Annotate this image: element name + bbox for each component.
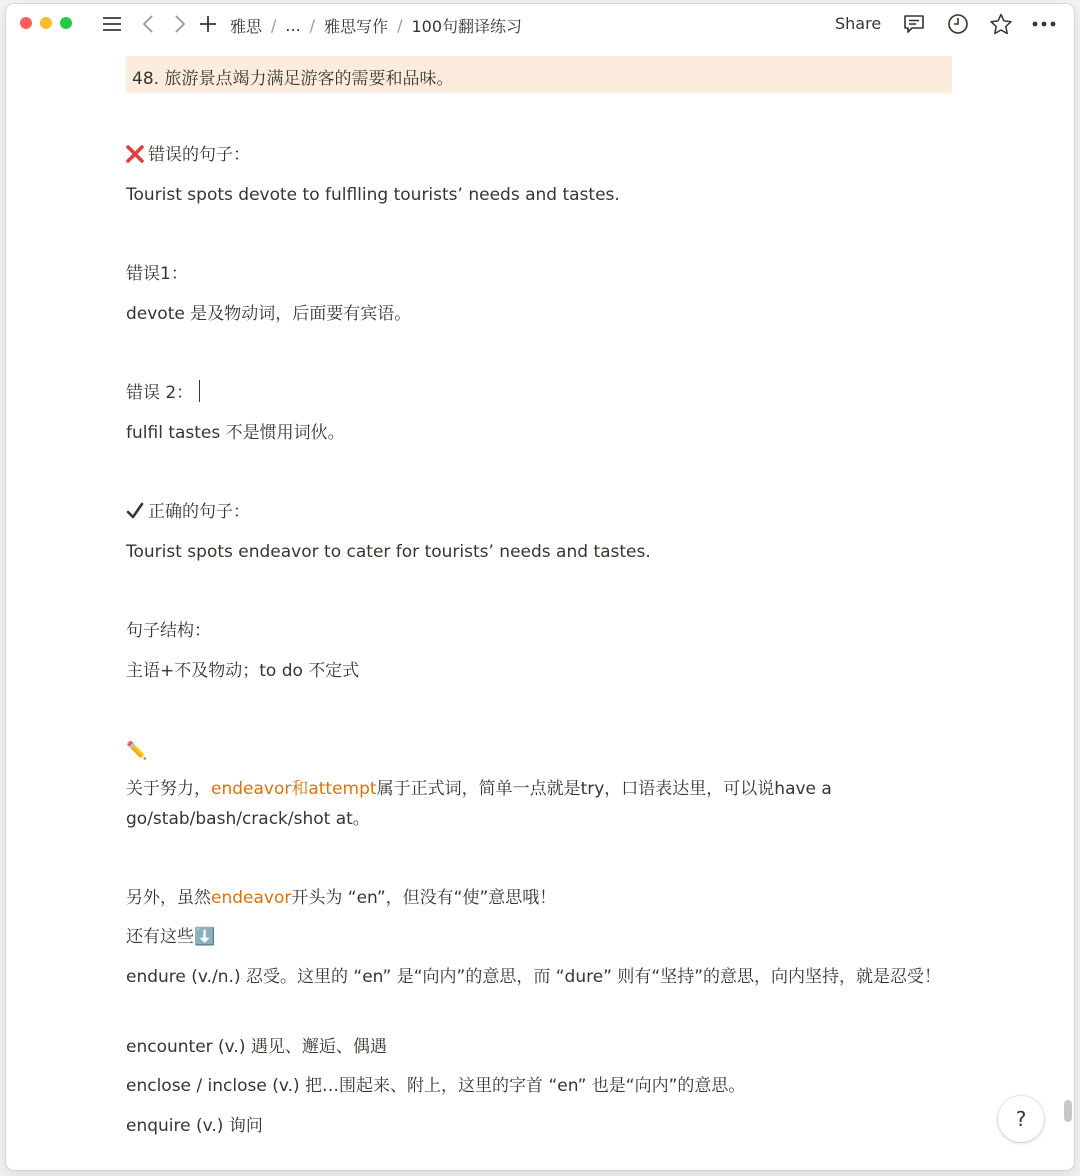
note-en-prefix[interactable]: [126, 883, 556, 913]
word-endure[interactable]: endure (v./n.) 忍受。这里的 “en” 是“向内”的意思，而 “dure” 则有“坚持”的意思，向内坚持，就是忍受！: [126, 967, 942, 987]
breadcrumb-separator: /: [309, 16, 316, 35]
clock-icon[interactable]: [946, 12, 970, 36]
help-button[interactable]: ?: [998, 1096, 1044, 1142]
menu-icon[interactable]: [100, 12, 124, 36]
breadcrumb-item-ellipsis[interactable]: ...: [285, 16, 301, 35]
more-icon[interactable]: [1032, 12, 1056, 36]
error-2-label-row[interactable]: [126, 378, 200, 408]
correct-sentence-label: 正确的句子：: [148, 502, 250, 522]
breadcrumb-separator: /: [271, 16, 277, 35]
comment-icon[interactable]: [902, 12, 926, 36]
also-these-row[interactable]: [126, 922, 215, 952]
plus-icon[interactable]: [196, 12, 220, 36]
wrong-sentence[interactable]: Tourist spots devote to fulflling tourists’ needs and tastes.: [126, 185, 620, 205]
note-endeavor-attempt[interactable]: [126, 774, 952, 834]
word-enquire[interactable]: enquire (v.) 询问: [126, 1116, 263, 1136]
close-window-button[interactable]: [20, 17, 32, 29]
correct-sentence[interactable]: Tourist spots endeavor to cater for tourists’ needs and tastes.: [126, 542, 651, 562]
structure-label[interactable]: 句子结构：: [126, 621, 211, 641]
breadcrumb: [230, 14, 522, 37]
star-icon[interactable]: [989, 12, 1013, 36]
minimize-window-button[interactable]: [40, 17, 52, 29]
note-text: 另外，虽然: [126, 888, 211, 908]
note-text: 开头为 “en”，但没有“使”意思哦！: [291, 888, 557, 908]
scrollbar[interactable]: [1064, 1100, 1072, 1122]
breadcrumb-separator: /: [397, 16, 403, 35]
text-cursor: [199, 380, 200, 402]
window-controls: [20, 17, 72, 29]
word-enclose[interactable]: enclose / inclose (v.) 把…围起来、附上，这里的字首 “en” 也是“向内”的意思。: [126, 1076, 746, 1096]
error-1-label[interactable]: 错误1：: [126, 264, 188, 284]
note-text: 关于努力，: [126, 779, 211, 799]
app-window: [6, 4, 1074, 1170]
title-bar: [6, 4, 1074, 44]
error-2-label: 错误 2：: [126, 383, 194, 403]
share-button[interactable]: Share: [835, 14, 882, 33]
check-mark-icon: [126, 500, 144, 530]
breadcrumb-item-ielts-writing[interactable]: 雅思写作: [324, 17, 389, 36]
back-icon[interactable]: [136, 12, 160, 36]
word-encounter[interactable]: encounter (v.) 遇见、邂逅、偶遇: [126, 1037, 387, 1057]
page-heading: 48. 旅游景点竭力满足游客的需要和品味。: [132, 69, 454, 89]
wrong-sentence-label: 错误的句子：: [148, 145, 250, 165]
forward-icon[interactable]: [168, 12, 192, 36]
cross-mark-icon: [126, 143, 144, 173]
breadcrumb-item-ielts[interactable]: 雅思: [230, 17, 263, 36]
highlight-text: endeavor和attempt: [211, 779, 377, 799]
page-content: [126, 56, 952, 1136]
note-text: 属于正式词，简单一点就是try，口语表达里，可以说have a go/stab/bash/crack/shot at。: [126, 779, 832, 829]
correct-sentence-label-row[interactable]: [126, 497, 250, 530]
wrong-sentence-label-row[interactable]: [126, 140, 250, 173]
down-arrow-icon: ⬇️: [194, 927, 216, 947]
pencil-icon[interactable]: ✏️: [126, 741, 148, 761]
error-2-text[interactable]: fulfil tastes 不是惯用词伙。: [126, 423, 345, 443]
highlight-text: endeavor: [211, 888, 292, 908]
page-heading-callout[interactable]: [126, 56, 952, 93]
error-1-text[interactable]: devote 是及物动词，后面要有宾语。: [126, 304, 412, 324]
breadcrumb-item-current-page[interactable]: 100句翻译练习: [411, 17, 523, 36]
structure-text[interactable]: 主语+不及物动；to do 不定式: [126, 661, 360, 681]
zoom-window-button[interactable]: [60, 17, 72, 29]
also-these-text: 还有这些: [126, 927, 194, 947]
